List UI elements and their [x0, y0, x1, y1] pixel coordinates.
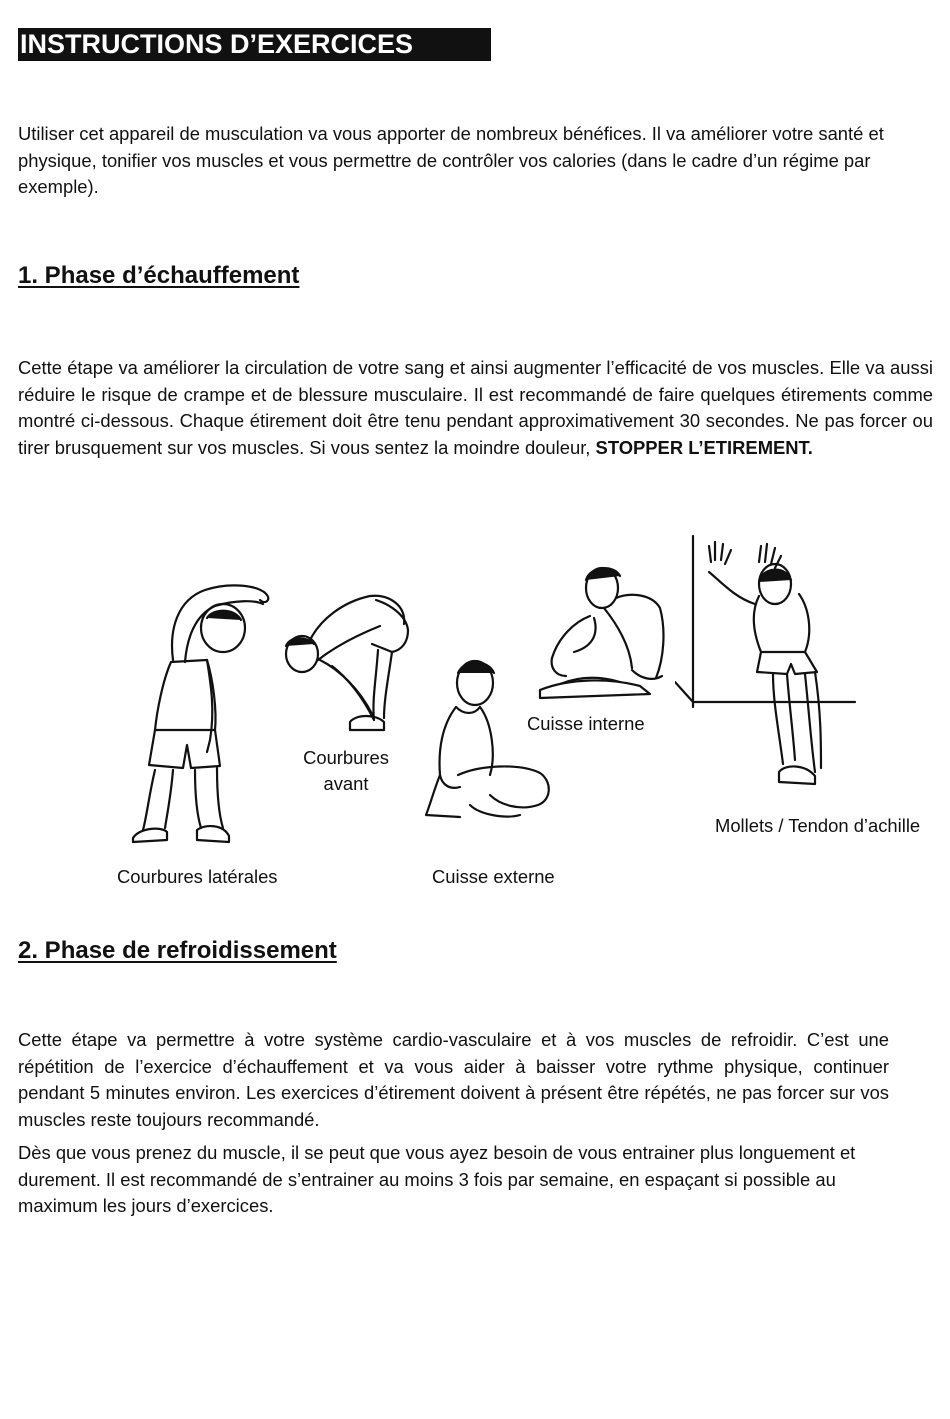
caption-forward-line1: Courbures: [303, 747, 389, 768]
warmup-text: Cette étape va améliorer la circulation de votre sang et ainsi augmenter l’efficacité de vos muscles. Elle va aussi réduire le risque de crampe et de blessure musculaire. Il est recommandé de faire quelques étirements comme montré ci-dessous. Chaque étirement doit être tenu pendant approximativement 30 secondes. Ne pas forcer ou tirer brusquement sur vos muscles. Si vous sentez la moindre douleur,: [18, 357, 933, 458]
caption-forward-line2: avant: [323, 773, 369, 794]
cooldown-paragraph-2: Dès que vous prenez du muscle, il se peut que vous ayez besoin de vous entrainer plus longuement et durement. Il est recommandé de s’entrainer au moins 3 fois par semaine, en espaçant si possible au maximum les jours d’exercices.: [18, 1142, 856, 1216]
caption-inner-thigh: Cuisse interne: [527, 713, 645, 734]
warmup-paragraph: [18, 355, 933, 461]
calf-stretch-illustration: [675, 532, 860, 792]
intro-paragraph: Utiliser cet appareil de musculation va vous apporter de nombreux bénéfices. Il va améliorer votre santé et physique, tonifier vos muscles et vous permettre de contrôler vos calories (dans le cadre d’un régime par exemple).: [18, 123, 884, 197]
inner-thigh-illustration: [530, 558, 680, 708]
cooldown-heading: 2. Phase de refroidissement: [18, 937, 337, 964]
caption-calves-achilles: Mollets / Tendon d’achille: [715, 815, 921, 836]
caption-outer-thigh: Cuisse externe: [432, 866, 555, 887]
cooldown-paragraph: Cette étape va permettre à votre système cardio-vasculaire et à vos muscles de refroidir. C’est une répétition de l’exercice d’échauffement et va vous aider à baisser votre rythme physique, continuer pendant 5 minutes environ. Les exercices d’étirement doivent à présent être répétés, ne pas forcer sur vos muscles reste toujours recommandé.: [18, 1029, 889, 1130]
page-title: INSTRUCTIONS D’EXERCICES: [18, 28, 491, 61]
warmup-warning: STOPPER L’ETIREMENT.: [595, 436, 813, 458]
caption-lateral-bends: Courbures latérales: [117, 866, 278, 887]
forward-bend-illustration: [280, 590, 415, 740]
lateral-bend-illustration: [125, 580, 275, 850]
caption-forward-bends: [295, 745, 397, 797]
warmup-heading: 1. Phase d’échauffement: [18, 262, 300, 289]
